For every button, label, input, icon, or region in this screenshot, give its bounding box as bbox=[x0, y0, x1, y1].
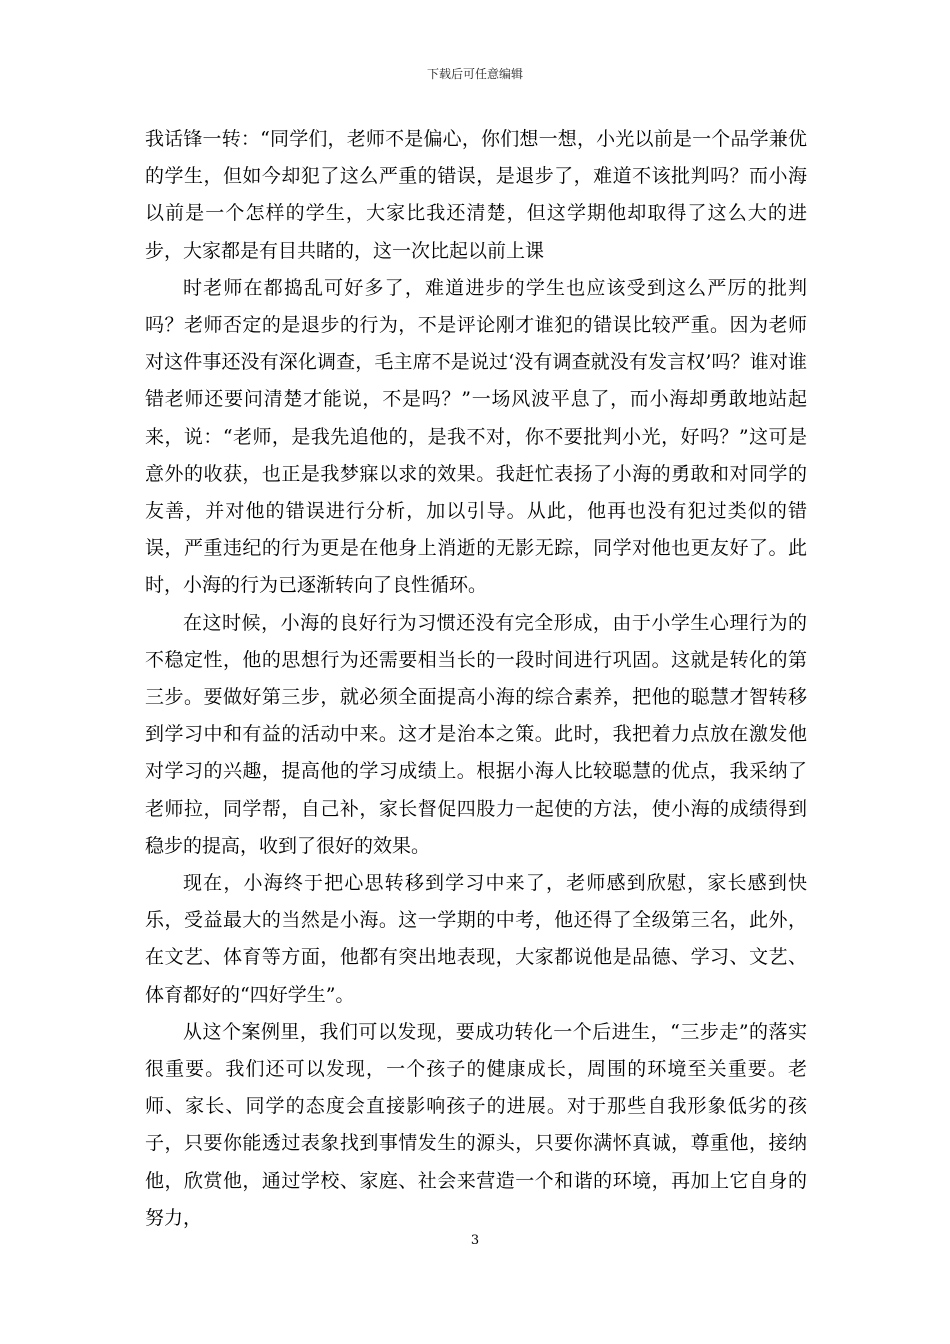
paragraph-2: 时老师在都捣乱可好多了，难道进步的学生也应该受到这么严厉的批判吗？老师否定的是退步的行为，不是评论刚才谁犯的错误比较严重。因为老师对这件事还没有深化调查，毛主席不是说过‘没有调查就没有发言权’吗？谁对谁错老师还要问清楚才能说，不是吗？”一场风波平息了，而小海却勇敢地站起来，说：“老师，是我先追他的，是我不对，你不要批判小光，好吗？”这可是意外的收获，也正是我梦寐以求的效果。我赶忙表扬了小海的勇敢和对同学的友善，并对他的错误进行分析，加以引导。从此，他再也没有犯过类似的错误，严重违纪的行为更是在他身上消逝的无影无踪，同学对他也更友好了。此时，小海的行为已逐渐转向了良性循环。 bbox=[145, 276, 807, 597]
page-header: 下载后可任意编辑 bbox=[426, 67, 523, 81]
paragraph-1: 我话锋一转：“同学们，老师不是偏心，你们想一想，小光以前是一个品学兼优的学生，但如今却犯了这么严重的错误，是退步了，难道不该批判吗？而小海以前是一个怎样的学生，大家比我还清楚，但这学期他却取得了这么大的进步，大家都是有目共睹的，这一次比起以前上课 bbox=[145, 128, 807, 262]
page-number: 3 bbox=[470, 1233, 480, 1248]
paragraph-3: 在这时候，小海的良好行为习惯还没有完全形成，由于小学生心理行为的不稳定性，他的思想行为还需要相当长的一段时间进行巩固。这就是转化的第三步。要做好第三步，就必须全面提高小海的综合素养，把他的聪慧才智转移到学习中和有益的活动中来。这才是治本之策。此时，我把着力点放在激发他对学习的兴趣，提高他的学习成绩上。根据小海人比较聪慧的优点，我采纳了老师拉，同学帮，自己补，家长督促四股力一起使的方法，使小海的成绩得到稳步的提高，收到了很好的效果。 bbox=[145, 611, 807, 857]
document-body bbox=[145, 121, 807, 1237]
paragraph-5: 从这个案例里，我们可以发现，要成功转化一个后进生，“三步走”的落实很重要。我们还可以发现，一个孩子的健康成长，周围的环境至关重要。老师、家长、同学的态度会直接影响孩子的进展。对于那些自我形象低劣的孩子，只要你能透过表象找到事情发生的源头，只要你满怀真诚，尊重他，接纳他，欣赏他，通过学校、家庭、社会来营造一个和谐的环境，再加上它自身的努力， bbox=[145, 1020, 807, 1229]
paragraph-4: 现在，小海终于把心思转移到学习中来了，老师感到欣慰，家长感到快乐，受益最大的当然是小海。这一学期的中考，他还得了全级第三名，此外，在文艺、体育等方面，他都有突出地表现，大家都说他是品德、学习、文艺、体育都好的“四好学生”。 bbox=[145, 872, 807, 1006]
